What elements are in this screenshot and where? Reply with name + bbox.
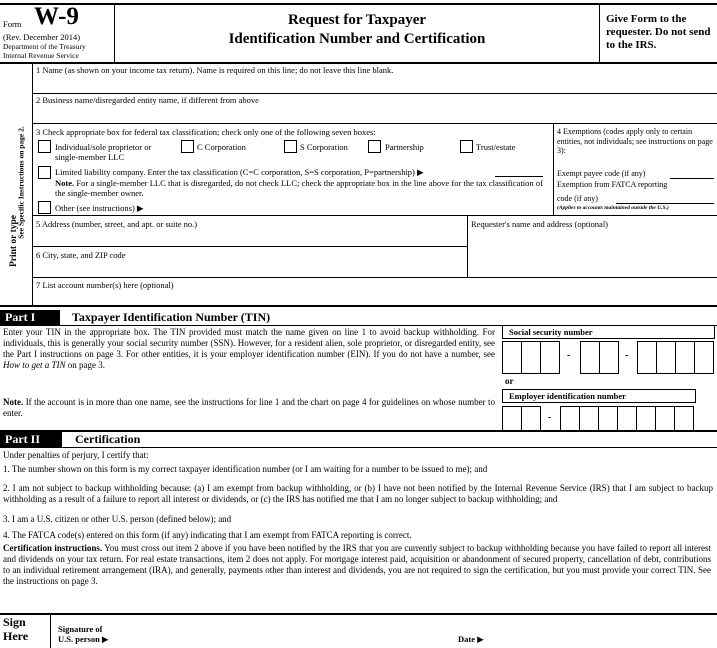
side-label-print-text: Print or type: [9, 214, 19, 268]
checkbox-partnership-label: Partnership: [385, 142, 424, 152]
checkbox-s-corporation-label: S Corporation: [300, 142, 348, 152]
checkbox-individual[interactable]: [38, 140, 51, 153]
fatca-note: (Applies to accounts maintained outside the U.S.): [557, 205, 669, 211]
line6-city-input[interactable]: [40, 261, 464, 276]
form-title-line2: Identification Number and Certification: [228, 31, 486, 47]
top-border: [0, 3, 717, 5]
part1-title: Taxpayer Identification Number (TIN): [72, 310, 271, 324]
ssn-digit[interactable]: [675, 341, 695, 374]
date-input[interactable]: [495, 618, 710, 646]
exempt-payee-label: Exempt payee code (if any): [557, 169, 646, 178]
irs-label: Internal Revenue Service: [3, 51, 79, 60]
ein-digit[interactable]: [674, 406, 694, 432]
certification-item2: 2. I am not subject to backup withholding because: (a) I am exempt from backup withholding, or (b) I have not been notified by the Internal Revenue Service (IRS) that I am subject to backup withholding as a result of a failure to report all interest or dividends, or (c) the IRS has notified me that I am no longer subject to backup withholding; and: [3, 483, 713, 504]
part1-instructions: [3, 327, 495, 371]
line2-bottom: [33, 123, 717, 124]
checkbox-partnership[interactable]: [368, 140, 381, 153]
certification-instructions-text: You must cross out item 2 above if you have been notified by the IRS that you are currently subject to backup withholding because you have failed to report all interest and dividends on your tax return. For real estate transactions, item 2 does not apply. For mortgage interest paid, acquisition or abandonment of secured property, cancellation of debt, contributions to an individual retirement arrangement (IRA), and generally, payments other than interest and dividends, you are not required to sign the certification, but you must provide your correct TIN. See the instructions on page 3.: [3, 543, 711, 586]
exemptions-label: 4 Exemptions (codes apply only to certain entities, not individuals; see instructions on page 3):: [557, 127, 713, 155]
fatca-code-input[interactable]: [616, 203, 714, 204]
checkbox-trust-estate[interactable]: [460, 140, 473, 153]
checkbox-individual-label: Individual/sole proprietor or single-member LLC: [55, 142, 152, 162]
part1-note-text: If the account is in more than one name, see the instructions for line 1 and the chart on page 4 for guidelines on whose number to enter.: [3, 397, 495, 418]
ssn-dash-1: -: [567, 350, 571, 361]
checkbox-trust-estate-label: Trust/estate: [476, 142, 516, 152]
ein-digit[interactable]: [655, 406, 675, 432]
form-label: Form: [3, 19, 22, 29]
date-label: Date ▶: [458, 634, 484, 644]
line7-label: 7 List account number(s) here (optional): [36, 280, 174, 290]
line5-label: 5 Address (number, street, and apt. or suite no.): [36, 219, 198, 229]
ssn-digit[interactable]: [637, 341, 657, 374]
line6-bottom: [33, 277, 717, 278]
ssn-digit[interactable]: [656, 341, 676, 374]
requester-input[interactable]: [472, 230, 712, 275]
checkbox-llc[interactable]: [38, 166, 51, 179]
line7-account-input[interactable]: [40, 291, 710, 303]
llc-note: [55, 178, 543, 198]
ein-digit[interactable]: [579, 406, 599, 432]
ssn-digit[interactable]: [540, 341, 560, 374]
ssn-digit[interactable]: [599, 341, 619, 374]
line3-bottom: [33, 215, 717, 216]
line1-name-input[interactable]: [40, 76, 710, 92]
ssn-digit[interactable]: [521, 341, 541, 374]
ssn-label: Social security number: [502, 325, 715, 339]
line6-label: 6 City, state, and ZIP code: [36, 250, 126, 260]
side-divider: [32, 63, 33, 305]
llc-classification-input[interactable]: [495, 176, 543, 177]
exemptions-divider: [553, 123, 554, 215]
line1-label: 1 Name (as shown on your income tax return). Name is required on this line; do not leave this line blank.: [36, 65, 394, 75]
part1-note-label: Note.: [3, 397, 24, 407]
fatca-code-label: code (if any): [557, 194, 598, 203]
certification-item4: 4. The FATCA code(s) entered on this form (if any) indicating that I am exempt from FATCA reporting is correct.: [3, 530, 412, 540]
signature-label-1: Signature of: [58, 624, 103, 634]
header-divider-right: [599, 4, 600, 62]
side-label-instructions-text: See Specific Instructions on page 2.: [16, 126, 26, 239]
part2-header-bottom: [0, 447, 717, 448]
header-bottom-border: [0, 62, 717, 64]
line2-label: 2 Business name/disregarded entity name, if different from above: [36, 95, 259, 105]
ein-digit[interactable]: [617, 406, 637, 432]
certification-instructions: [3, 543, 711, 587]
form-title-line1: Request for Taxpayer: [287, 12, 427, 28]
line5-bottom: [33, 246, 467, 247]
ssn-dash-2: -: [625, 350, 629, 361]
signature-input[interactable]: [120, 618, 445, 646]
part1-instructions-text: Enter your TIN in the appropriate box. The TIN provided must match the name given on line 1 to avoid backup withholding. For individuals, this is generally your social security number (SSN). However, for a resident alien, sole proprietor, or disregarded entity, see the Part I instructions on page 3. For other entities, it is your employer identification number (EIN). If you do not have a number, see: [3, 327, 495, 359]
or-label: or: [505, 376, 514, 386]
ssn-digit[interactable]: [694, 341, 714, 374]
part1-instructions-italic: How to get a TIN: [3, 360, 66, 370]
fatca-label: Exemption from FATCA reporting: [557, 180, 668, 189]
line3-label: 3 Check appropriate box for federal tax classification; check only one of the following seven boxes:: [36, 127, 376, 137]
checkbox-other[interactable]: [38, 201, 51, 214]
requester-divider: [467, 215, 468, 277]
sign-top-border: [0, 613, 717, 615]
llc-note-label: Note.: [55, 178, 75, 188]
ein-digit[interactable]: [502, 406, 522, 432]
ssn-digit[interactable]: [580, 341, 600, 374]
certification-instructions-label: Certification instructions.: [3, 543, 103, 553]
checkbox-other-label: Other (see instructions) ▶: [55, 203, 144, 213]
department-label: Department of the Treasury: [3, 42, 86, 51]
part2-title: Certification: [75, 432, 141, 446]
ein-digit[interactable]: [636, 406, 656, 432]
signature-label-2: U.S. person ▶: [58, 634, 109, 644]
ein-digit[interactable]: [560, 406, 580, 432]
certification-item3: 3. I am a U.S. citizen or other U.S. person (defined below); and: [3, 514, 232, 524]
checkbox-llc-label: Limited liability company. Enter the tax classification (C=C corporation, S=S corporation, P=partnership) ▶: [55, 167, 424, 177]
requester-label: Requester's name and address (optional): [471, 219, 609, 229]
line1-bottom: [33, 93, 717, 94]
line2-business-input[interactable]: [40, 106, 710, 122]
llc-note-text: For a single-member LLC that is disregarded, do not check LLC; check the appropriate box in the line above for the tax classification of the single-member owner.: [55, 178, 544, 198]
checkbox-c-corporation[interactable]: [181, 140, 194, 153]
here-label: Here: [3, 629, 29, 643]
part2-label: Part II: [0, 432, 62, 447]
part1-note: [3, 397, 495, 419]
ein-label: Employer identification number: [502, 389, 696, 403]
revision-date: (Rev. December 2014): [3, 32, 81, 42]
checkbox-c-corporation-label: C Corporation: [197, 142, 246, 152]
ssn-digit[interactable]: [502, 341, 522, 374]
other-input[interactable]: [152, 212, 543, 213]
ein-digit[interactable]: [598, 406, 618, 432]
exempt-payee-input[interactable]: [670, 178, 714, 179]
line5-address-input[interactable]: [40, 230, 464, 245]
ein-dash: -: [548, 412, 552, 423]
sign-label: Sign: [3, 615, 26, 629]
sign-divider: [50, 615, 51, 648]
form-name: W-9: [34, 3, 79, 30]
side-label-print: [1, 63, 31, 305]
part1-label: Part I: [0, 310, 60, 325]
ein-digit[interactable]: [521, 406, 541, 432]
checkbox-s-corporation[interactable]: [284, 140, 297, 153]
give-form-instruction: Give Form to the requester. Do not send to the IRS.: [606, 13, 711, 51]
part1-instructions-end: on page 3.: [67, 360, 106, 370]
identification-bottom: [0, 305, 717, 307]
certification-item1: 1. The number shown on this form is my correct taxpayer identification number (or I am waiting for a number to be issued to me); and: [3, 464, 488, 474]
certification-intro: Under penalties of perjury, I certify that:: [3, 450, 149, 460]
